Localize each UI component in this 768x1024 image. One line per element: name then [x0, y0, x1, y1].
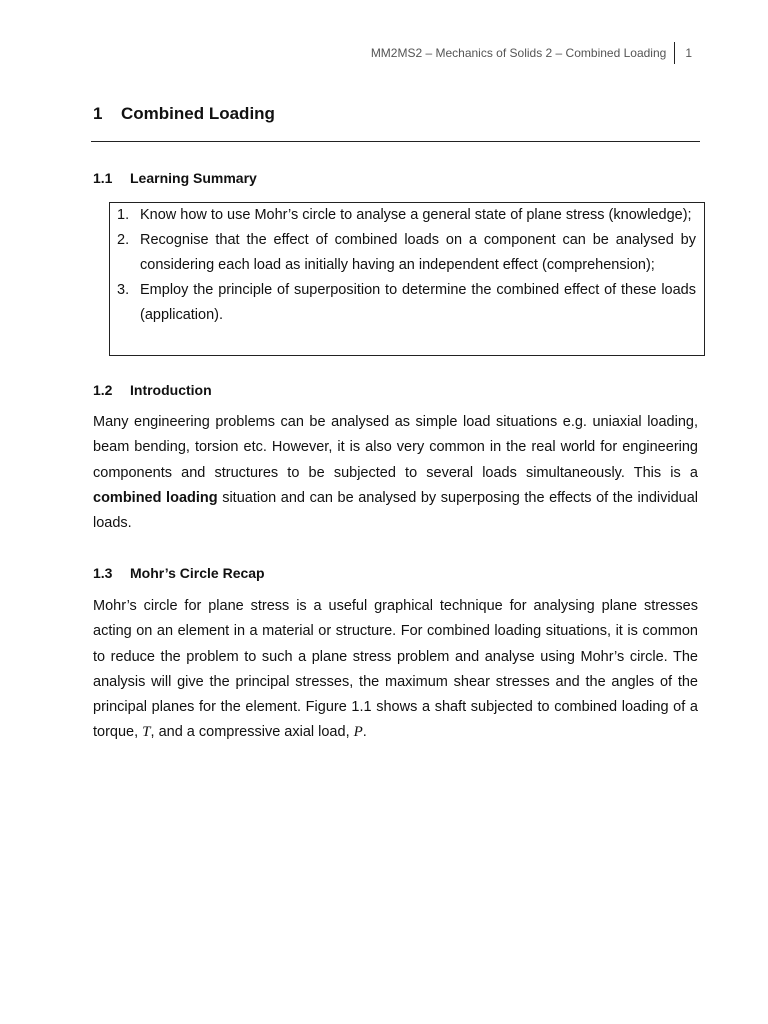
learning-summary-list: [117, 203, 696, 328]
paragraph-text: , and a compressive axial load,: [150, 724, 354, 741]
section-number: 1.3: [93, 565, 113, 581]
paragraph-text: Mohr’s circle for plane stress is a useful graphical technique for analysing plane stresses acting on an element in a material or structure. For combined loading situations, it is common to reduce the problem to such a plane stress problem and analyse using Mohr’s circle. The analysis will give the principal stresses, the maximum shear stresses and the angles of the principal planes for the element. Figure 1.1 shows a shaft subjected to combined loading of a torque,: [93, 598, 698, 741]
list-item: [117, 228, 696, 278]
header-divider: [674, 42, 675, 64]
mohrs-circle-paragraph: [93, 594, 698, 746]
item-text: Employ the principle of superposition to determine the combined effect of these loads (application).: [140, 282, 696, 323]
item-number: 2.: [117, 232, 130, 248]
introduction-paragraph: [93, 410, 698, 536]
paragraph-text: situation and can be analysed by superposing the effects of the individual loads.: [93, 489, 698, 532]
chapter-heading: [93, 104, 275, 124]
section-heading-learning-summary: [93, 170, 257, 186]
chapter-title: Combined Loading: [121, 104, 275, 123]
section-heading-introduction: [93, 382, 212, 398]
learning-summary-box: [109, 202, 705, 356]
running-title: MM2MS2 – Mechanics of Solids 2 – Combined Loading: [370, 46, 667, 60]
section-heading-mohrs-circle: [93, 565, 265, 581]
paragraph-text: .: [362, 724, 367, 741]
chapter-underline: [91, 141, 700, 142]
chapter-number: 1: [93, 104, 103, 123]
item-text: Know how to use Mohr’s circle to analyse a general state of plane stress (knowledge);: [140, 207, 692, 223]
section-number: 1.2: [93, 382, 113, 398]
list-item: [117, 203, 696, 228]
running-header: [371, 42, 692, 64]
bold-term: combined loading: [93, 489, 218, 506]
section-title: Introduction: [130, 382, 212, 398]
torque-symbol: T: [142, 724, 151, 741]
item-text: Recognise that the effect of combined loads on a component can be analysed by considering each load as initially having an independent effect (comprehension);: [140, 232, 696, 273]
axial-load-symbol: P: [353, 724, 363, 741]
section-number: 1.1: [93, 170, 113, 186]
page-number: 1: [685, 46, 692, 60]
section-title: Learning Summary: [130, 170, 257, 186]
section-title: Mohr’s Circle Recap: [130, 565, 265, 581]
item-number: 1.: [117, 207, 130, 223]
paragraph-text: Many engineering problems can be analysed as simple load situations e.g. uniaxial loading, beam bending, torsion etc. However, it is also very common in the real world for engineering components and structures to be subjected to several loads simultaneously. This is a: [93, 414, 698, 481]
item-number: 3.: [117, 282, 130, 298]
list-item: [117, 278, 696, 328]
